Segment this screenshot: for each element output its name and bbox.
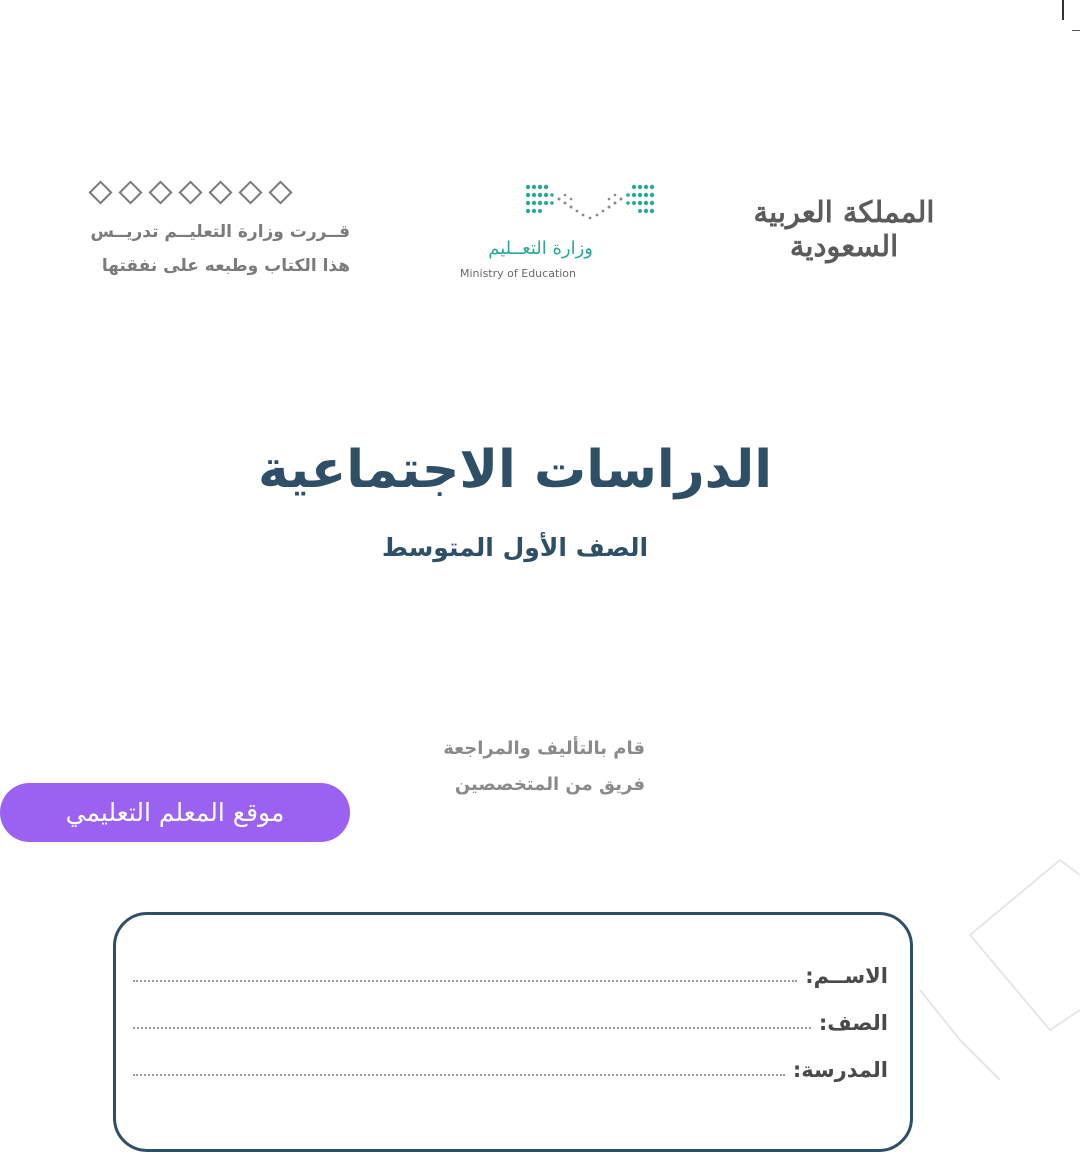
diamond-icon xyxy=(178,180,202,204)
school-field[interactable] xyxy=(133,1074,785,1076)
book-subtitle: الصف الأول المتوسط xyxy=(381,533,649,562)
grade-field[interactable] xyxy=(133,1027,811,1029)
name-label: الاســم: xyxy=(805,964,888,988)
approval-line-1: قــررت وزارة التعليــم تدريــس xyxy=(90,222,350,242)
school-row xyxy=(133,1046,888,1082)
diamond-icon xyxy=(88,180,112,204)
grade-label: الصف: xyxy=(818,1011,888,1035)
book-title: الدراسات الاجتماعية xyxy=(257,440,773,500)
teacher-site-badge[interactable]: موقع المعلم التعليمي xyxy=(0,783,350,842)
kingdom-calligraphy-logo: المملكة العربية السعودية xyxy=(753,195,935,263)
diamond-icon xyxy=(268,180,292,204)
ministry-name-english: Ministry of Education xyxy=(460,267,577,280)
decorative-lines xyxy=(900,850,1080,1080)
authors-line-1: قام بالتأليف والمراجعة xyxy=(443,738,645,759)
diamond-icon xyxy=(238,180,262,204)
diamond-icon xyxy=(208,180,232,204)
name-field[interactable] xyxy=(133,980,797,982)
crop-mark-horizontal xyxy=(1072,30,1080,31)
approval-line-2: هذا الكتاب وطبعه على نفقتها xyxy=(101,256,350,276)
diamond-row xyxy=(88,178,312,210)
authors-line-2: فريق من المتخصصين xyxy=(454,774,645,795)
diamond-icon xyxy=(118,180,142,204)
grade-row xyxy=(133,999,888,1035)
ministry-name-arabic: وزارة التعــليم xyxy=(488,238,593,259)
diamond-icon xyxy=(148,180,172,204)
ministry-logo-icon xyxy=(525,183,655,223)
name-row xyxy=(133,952,888,988)
school-label: المدرسة: xyxy=(792,1058,888,1082)
crop-mark-vertical xyxy=(1062,0,1064,20)
